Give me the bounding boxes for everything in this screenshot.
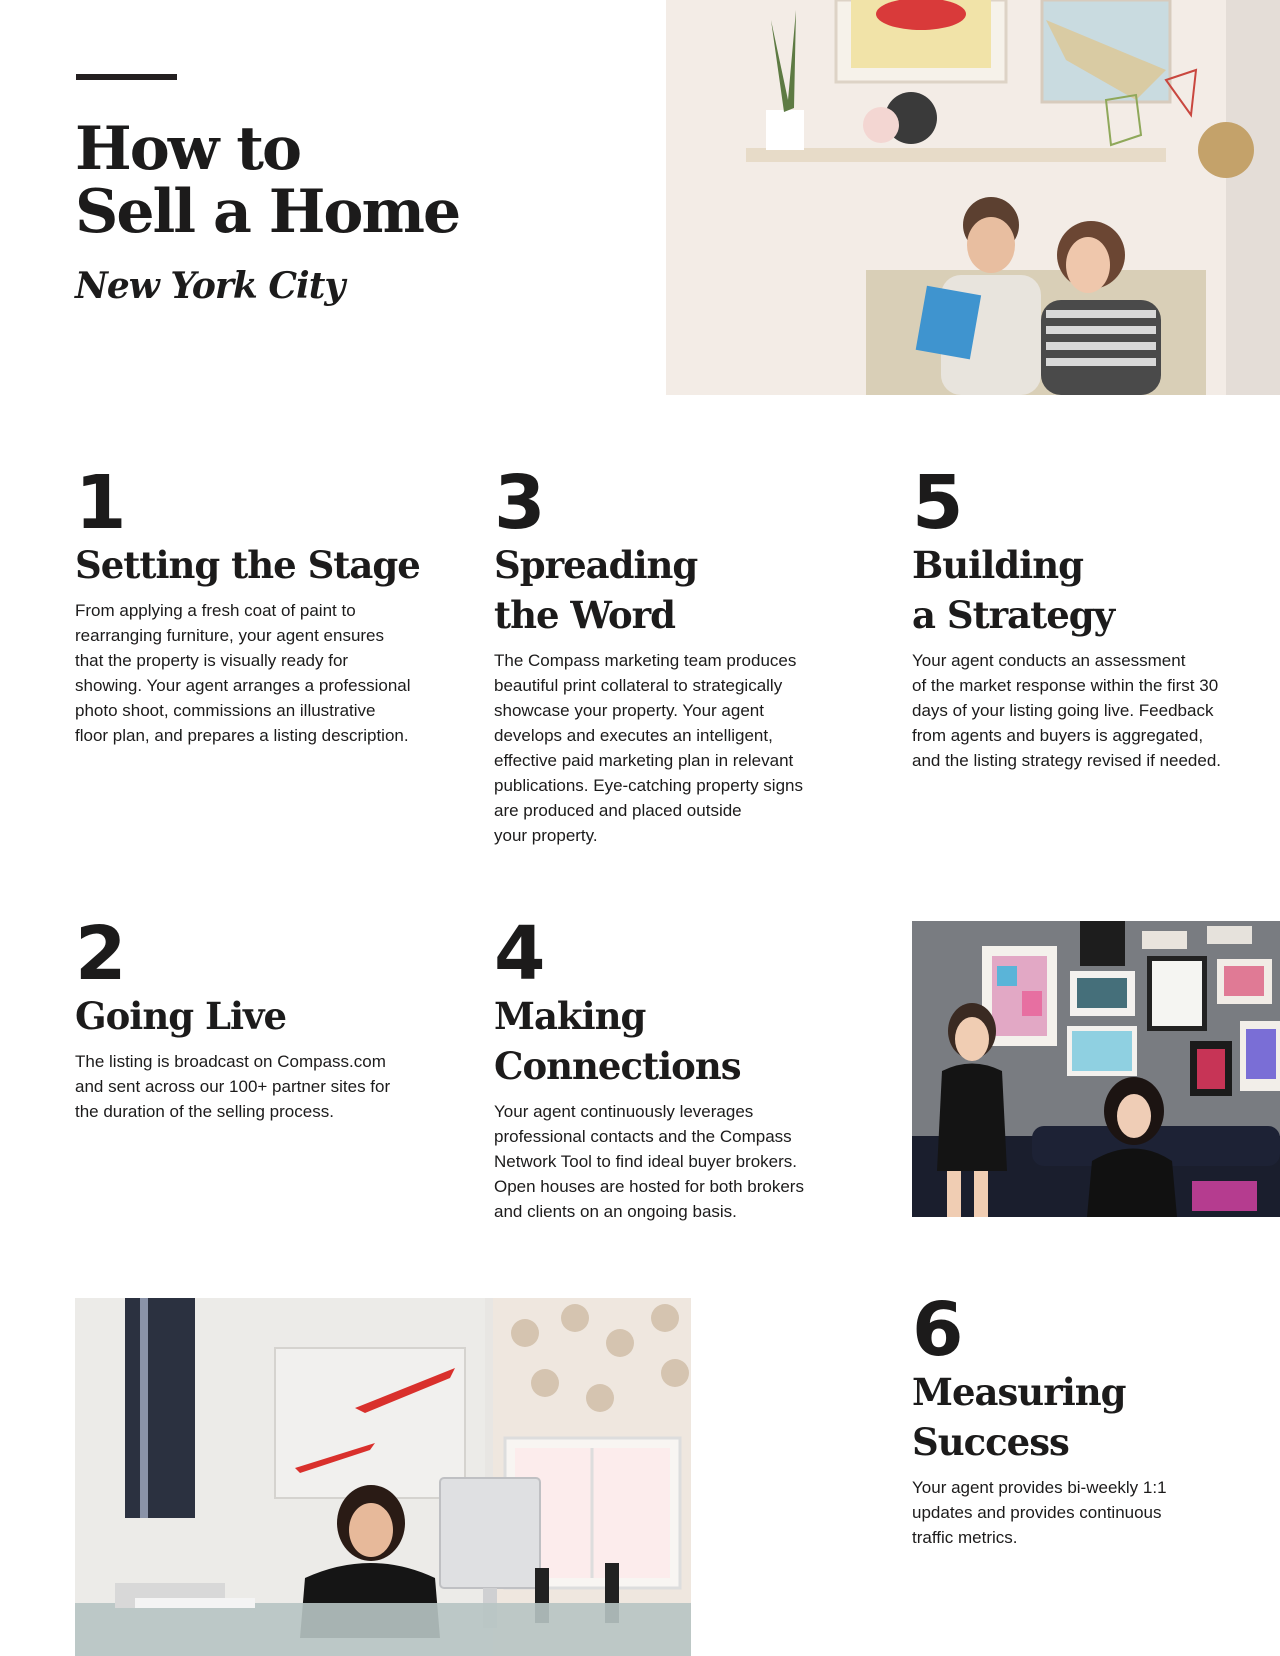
step-heading [494, 991, 854, 1091]
step-heading-line: Setting the Stage [75, 543, 420, 587]
step-number: 1 [75, 460, 125, 546]
step-1 [75, 460, 435, 748]
body-line: updates and provides continuous [912, 1503, 1162, 1522]
agent-desk-photo [75, 1298, 691, 1656]
body-line: publications. Eye-catching property signs [494, 776, 803, 795]
step-heading [75, 540, 435, 590]
body-line: Your agent conducts an assessment [912, 651, 1186, 670]
step-4 [494, 911, 854, 1224]
body-line: are produced and placed outside [494, 801, 742, 820]
body-line: The Compass marketing team produces [494, 651, 797, 670]
step-3 [494, 460, 854, 848]
step-number: 5 [912, 460, 962, 546]
step-heading-line: the Word [494, 593, 675, 637]
body-line: Your agent provides bi-weekly 1:1 [912, 1478, 1167, 1497]
body-line: The listing is broadcast on Compass.com [75, 1052, 386, 1071]
body-line: photo shoot, commissions an illustrative [75, 701, 376, 720]
step-body [912, 648, 1272, 773]
step-heading-line: a Strategy [912, 593, 1115, 637]
body-line: showcase your property. Your agent [494, 701, 764, 720]
title-rule [76, 74, 177, 80]
step-number: 3 [494, 460, 544, 546]
title-line: How to [75, 114, 300, 184]
step-body [494, 648, 854, 848]
step-heading [494, 540, 854, 640]
body-line: your property. [494, 826, 598, 845]
step-body [494, 1099, 854, 1224]
step-5 [912, 460, 1272, 773]
step-heading-line: Spreading [494, 543, 698, 587]
step-body [912, 1475, 1272, 1550]
body-line: effective paid marketing plan in relevant [494, 751, 794, 770]
step-6 [912, 1287, 1272, 1550]
step-heading-line: Building [912, 543, 1083, 587]
step-heading-line: Measuring [912, 1370, 1126, 1414]
couple-photo [666, 0, 1280, 395]
body-line: that the property is visually ready for [75, 651, 349, 670]
step-heading [912, 540, 1272, 640]
step-number: 4 [494, 911, 544, 997]
body-line: days of your listing going live. Feedback [912, 701, 1214, 720]
step-2 [75, 911, 435, 1124]
body-line: Your agent continuously leverages [494, 1102, 754, 1121]
step-body [75, 1049, 435, 1124]
body-line: the duration of the selling process. [75, 1102, 334, 1121]
body-line: develops and executes an intelligent, [494, 726, 773, 745]
body-line: Open houses are hosted for both brokers [494, 1177, 804, 1196]
step-heading-line: Connections [494, 1044, 741, 1088]
body-line: of the market response within the first 30 [912, 676, 1219, 695]
body-line: rearranging furniture, your agent ensures [75, 626, 385, 645]
title-line: Sell a Home [75, 177, 460, 247]
body-line: Network Tool to find ideal buyer brokers. [494, 1152, 798, 1171]
page-subtitle: New York City [75, 265, 345, 307]
step-number: 6 [912, 1287, 962, 1373]
step-heading [912, 1367, 1272, 1467]
body-line: and sent across our 100+ partner sites for [75, 1077, 391, 1096]
step-heading-line: Success [912, 1420, 1069, 1464]
body-line: professional contacts and the Compass [494, 1127, 792, 1146]
body-line: and clients on an ongoing basis. [494, 1202, 737, 1221]
step-number: 2 [75, 911, 125, 997]
body-line: From applying a fresh coat of paint to [75, 601, 356, 620]
agents-gallery-wall-photo [912, 921, 1280, 1217]
body-line: beautiful print collateral to strategically [494, 676, 783, 695]
step-body [75, 598, 435, 748]
body-line: from agents and buyers is aggregated, [912, 726, 1204, 745]
step-heading [75, 991, 435, 1041]
body-line: traffic metrics. [912, 1528, 1018, 1547]
step-heading-line: Going Live [75, 994, 287, 1038]
body-line: floor plan, and prepares a listing description. [75, 726, 409, 745]
body-line: and the listing strategy revised if needed. [912, 751, 1222, 770]
page-title [75, 114, 460, 247]
step-heading-line: Making [494, 994, 646, 1038]
body-line: showing. Your agent arranges a professional [75, 676, 411, 695]
